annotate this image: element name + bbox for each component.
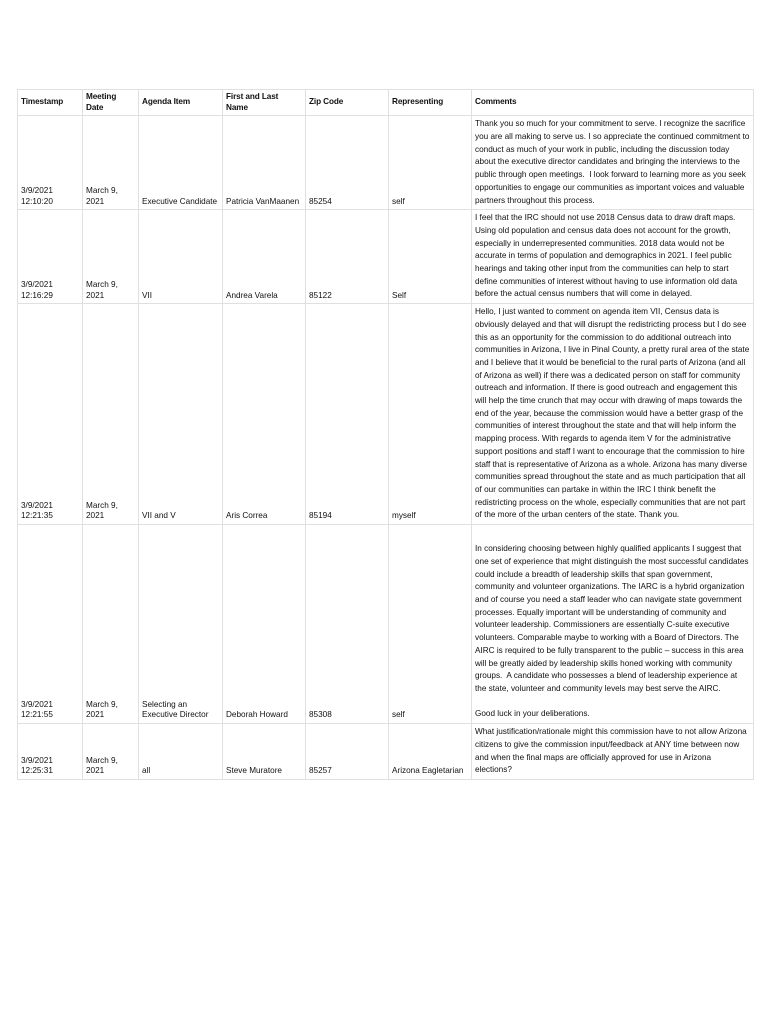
cell-comment: In considering choosing between highly qualified applicants I suggest that one set of experience that might distinguish the most successful candidates could include a breadth of leadership skills that span government, community and volunteer organizations. The IARC is a hybrid organization and of course you need a staff leader who can navigate state government processes. Equally important will be understanding of community and volunteer leadership. Commissioners are essentially C-suite executive volunteers. Comparable maybe to working with a Board of Directors. The AIRC is required to be fully transparent to the public – success in this area will be greatly aided by leadership skills honed working with community groups. A candidate who possesses a blend of leadership experience at the state, volunteer and community levels may best serve the AIRC. Good luck in your deliberations. — [472, 525, 754, 724]
cell-representing: self — [389, 116, 472, 210]
header-agenda-item: Agenda Item — [139, 90, 223, 116]
cell-agenda-item: all — [139, 724, 223, 780]
table-row — [18, 724, 754, 780]
cell-meeting-date: March 9, 2021 — [83, 116, 139, 210]
cell-zip-code: 85122 — [306, 210, 389, 304]
cell-representing: myself — [389, 304, 472, 525]
cell-agenda-item: Executive Candidate — [139, 116, 223, 210]
cell-meeting-date: March 9, 2021 — [83, 304, 139, 525]
cell-zip-code: 85308 — [306, 525, 389, 724]
cell-name: Andrea Varela — [223, 210, 306, 304]
cell-timestamp: 3/9/2021 12:16:29 — [18, 210, 83, 304]
cell-timestamp: 3/9/2021 12:21:35 — [18, 304, 83, 525]
cell-comment: Thank you so much for your commitment to serve. I recognize the sacrifice you are all making to serve us. I so appreciate the continued commitment to conduct as much of your work in public, including the discussion today about the executive director candidates and bringing the interviews to the public through open meetings. I look forward to learning more as you seek opportunities to engage our communities as important voices and valuable partners throughout this process. — [472, 116, 754, 210]
cell-comment: Hello, I just wanted to comment on agenda item VII, Census data is obviously delayed and that will disrupt the redistricting process but I do see this as an opportunity for the commission to do additional outreach into communities in Arizona, I live in Pinal County, a pretty rural area of the state and I believe that it would be beneficial to the rural parts of Arizona (and all of Arizona as well) if there was a dedicated person on staff for community outreach and information. If there is good outreach and engagement this will help the time crunch that may occur with drawing of maps towards the end of the year, because the commission would have a better grasp of the communities of interest throughout the state and that will help inform the mapping process. With regards to agenda item V for the administrative support positions and staff I want to encourage that the commission to hire staff that is representative of Arizona as a whole. Arizona has many diverse communities spread throughout the state and as much participation that all of our communities can partake in within the IRC I think benefit the redistricting process on the whole, especially communities that are not part of the more of the urban centers of the state. Thank you. — [472, 304, 754, 525]
cell-representing: Arizona Eagletarian — [389, 724, 472, 780]
header-zip-code: Zip Code — [306, 90, 389, 116]
header-name: First and Last Name — [223, 90, 306, 116]
cell-meeting-date: March 9, 2021 — [83, 724, 139, 780]
cell-comment: What justification/rationale might this commission have to not allow Arizona citizens to give the commission input/feedback at ANY time between now and when the final maps are officially approved for use in Arizona elections? — [472, 724, 754, 780]
cell-name: Aris Correa — [223, 304, 306, 525]
table-row — [18, 525, 754, 724]
table-row — [18, 304, 754, 525]
header-timestamp: Timestamp — [18, 90, 83, 116]
header-row — [18, 90, 754, 116]
cell-zip-code: 85257 — [306, 724, 389, 780]
header-meeting-date: Meeting Date — [83, 90, 139, 116]
cell-name: Deborah Howard — [223, 525, 306, 724]
header-comments: Comments — [472, 90, 754, 116]
cell-representing: self — [389, 525, 472, 724]
cell-representing: Self — [389, 210, 472, 304]
cell-comment: I feel that the IRC should not use 2018 Census data to draw draft maps. Using old population and census data does not account for the growth, especially in underrepresented communities. 2018 data would not be accurate in terms of population and demographics in 2021. I feel public hearings and taking other input from the communities can help to start define communities of interest without having to use information old data before the actual census numbers that will come in delayed. — [472, 210, 754, 304]
cell-timestamp: 3/9/2021 12:25:31 — [18, 724, 83, 780]
header-representing: Representing — [389, 90, 472, 116]
cell-name: Steve Muratore — [223, 724, 306, 780]
cell-agenda-item: VII and V — [139, 304, 223, 525]
cell-agenda-item: VII — [139, 210, 223, 304]
cell-meeting-date: March 9, 2021 — [83, 210, 139, 304]
cell-name: Patricia VanMaanen — [223, 116, 306, 210]
table-row — [18, 210, 754, 304]
cell-zip-code: 85254 — [306, 116, 389, 210]
cell-meeting-date: March 9, 2021 — [83, 525, 139, 724]
cell-timestamp: 3/9/2021 12:21:55 — [18, 525, 83, 724]
cell-zip-code: 85194 — [306, 304, 389, 525]
comments-table — [17, 89, 754, 780]
cell-agenda-item: Selecting an Executive Director — [139, 525, 223, 724]
cell-timestamp: 3/9/2021 12:10:20 — [18, 116, 83, 210]
table-row — [18, 116, 754, 210]
